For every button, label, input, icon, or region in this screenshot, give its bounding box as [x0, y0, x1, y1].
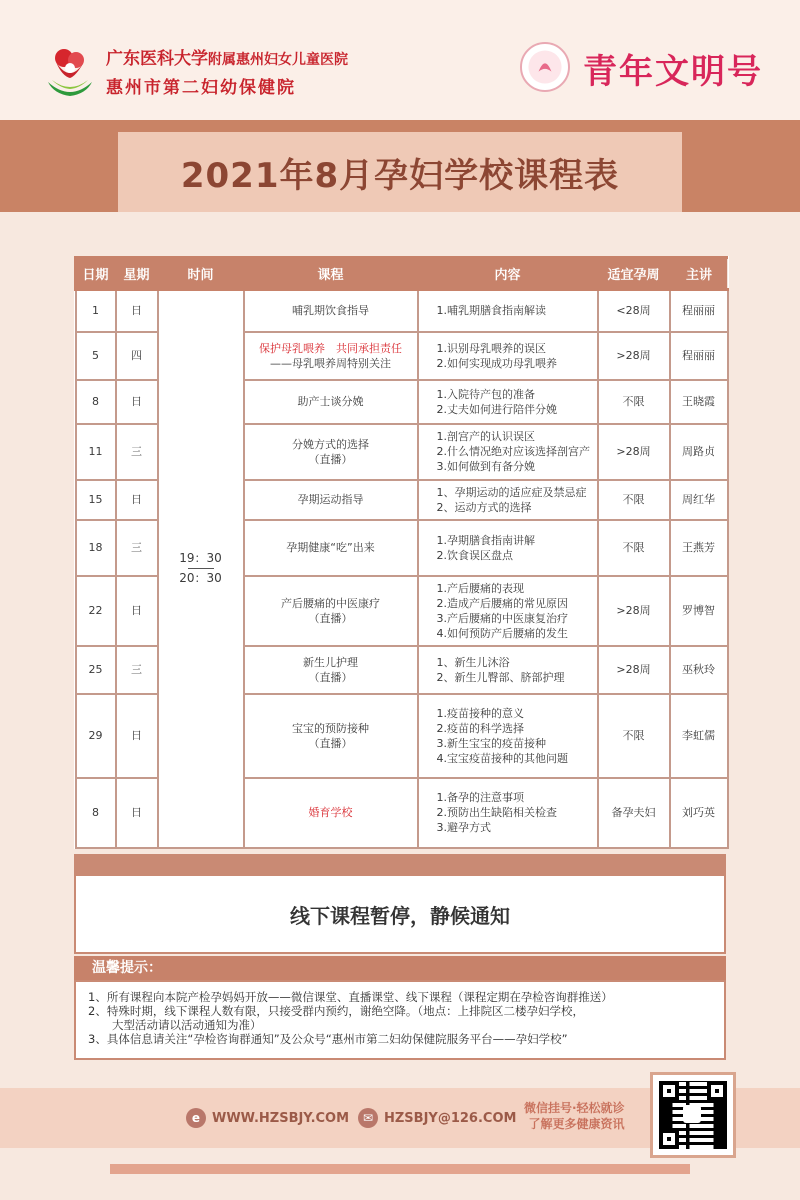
email-text[interactable]: HZSBJY@126.COM — [384, 1110, 517, 1126]
footer-slogan — [524, 1100, 625, 1132]
speaker-cell: 周红华 — [670, 480, 728, 520]
date-cell: 1 — [76, 290, 116, 332]
weeks-cell: 不限 — [598, 380, 670, 424]
weekday-cell: 三 — [116, 520, 158, 576]
content-cell — [418, 646, 598, 694]
content-line: 2.疫苗的科学选择 — [436, 721, 524, 735]
youth-badge-text: 青年文明号 — [583, 52, 763, 92]
speaker-cell: 李虹儒 — [670, 694, 728, 778]
date-cell: 22 — [76, 576, 116, 646]
content-line: 1、新生儿沐浴 — [436, 655, 510, 669]
date-cell: 11 — [76, 424, 116, 480]
header-speaker: 主讲 — [670, 258, 728, 290]
speaker-cell: 周路贞 — [670, 424, 728, 480]
table-row — [76, 290, 728, 332]
date-cell: 18 — [76, 520, 116, 576]
weekday-cell: 日 — [116, 694, 158, 778]
time-cell — [158, 290, 244, 848]
weeks-cell: 不限 — [598, 520, 670, 576]
website-contact[interactable] — [186, 1108, 349, 1128]
web-icon: e — [186, 1108, 206, 1128]
table-footer-bar — [74, 854, 726, 874]
weekday-cell: 四 — [116, 332, 158, 380]
header-date: 日期 — [76, 258, 116, 290]
speaker-cell: 王晓霞 — [670, 380, 728, 424]
tips-heading: 温馨提示： — [74, 956, 726, 980]
header-content: 内容 — [418, 258, 598, 290]
hospital-name-line1 — [106, 44, 348, 69]
tip-line: 1、所有课程向本院产检孕妈妈开放——微信课堂、直播课堂、线下课程（课程定期在孕检咨询群推送） — [88, 990, 613, 1004]
course-line: 孕期运动指导 — [297, 493, 364, 506]
course-line: ——母乳喂养周特别关注 — [270, 356, 391, 370]
time-start: 19：30 — [179, 551, 222, 566]
content-line: 2.如何实现成功母乳喂养 — [436, 356, 557, 370]
qr-code-icon[interactable] — [650, 1072, 736, 1158]
page-title: 2021年8月孕妇学校课程表 — [180, 155, 620, 196]
course-cell — [244, 646, 418, 694]
weeks-cell: 不限 — [598, 694, 670, 778]
course-line: 新生儿护理 — [303, 655, 358, 669]
title-panel — [118, 132, 682, 212]
weeks-cell: 不限 — [598, 480, 670, 520]
time-end: 20：30 — [179, 571, 222, 586]
weekday-cell: 三 — [116, 646, 158, 694]
speaker-cell: 刘巧英 — [670, 778, 728, 848]
time-separator — [188, 568, 214, 569]
qr-logo-icon — [683, 1105, 701, 1123]
content-line: 2.丈夫如何进行陪伴分娩 — [436, 402, 557, 416]
speaker-cell: 王燕芳 — [670, 520, 728, 576]
course-line: （直播） — [308, 452, 353, 466]
date-cell: 29 — [76, 694, 116, 778]
weekday-cell: 日 — [116, 380, 158, 424]
course-cell — [244, 332, 418, 380]
content-line: 1、孕期运动的适应症及禁忌症 — [436, 485, 587, 499]
mail-icon: ✉ — [358, 1108, 378, 1128]
hospital-names — [106, 44, 348, 98]
header-weeks: 适宜孕周 — [598, 258, 670, 290]
content-cell — [418, 290, 598, 332]
weekday-cell: 日 — [116, 480, 158, 520]
date-cell: 8 — [76, 778, 116, 848]
date-cell: 8 — [76, 380, 116, 424]
content-line: 2.预防出生缺陷相关检查 — [436, 806, 557, 819]
course-line: 哺乳期饮食指导 — [292, 304, 369, 318]
content-line: 2.什么情况绝对应该选择剖宫产 — [436, 445, 590, 458]
speaker-cell: 程丽丽 — [670, 290, 728, 332]
content-line: 4.如何预防产后腰痛的发生 — [436, 626, 568, 640]
content-cell — [418, 380, 598, 424]
content-line: 2、运动方式的选择 — [436, 500, 532, 514]
course-line: 婚育学校 — [308, 806, 353, 819]
header-time: 时间 — [158, 258, 244, 290]
weeks-cell: 备孕夫妇 — [598, 778, 670, 848]
course-line: 分娩方式的选择 — [292, 437, 369, 451]
content-line: 2.造成产后腰痛的常见原因 — [436, 596, 568, 610]
email-contact[interactable] — [358, 1108, 516, 1128]
speaker-cell: 巫秋玲 — [670, 646, 728, 694]
content-cell — [418, 332, 598, 380]
content-line: 1.哺乳期膳食指南解读 — [436, 304, 546, 318]
content-line: 2.饮食误区盘点 — [436, 548, 513, 562]
tip-line: 大型活动请以活动通知为准） — [112, 1018, 262, 1032]
notice-text: 线下课程暂停，静候通知 — [290, 903, 510, 928]
tips-panel — [74, 980, 726, 1060]
qr-corner — [707, 1081, 727, 1101]
hospital-logo-icon — [40, 40, 100, 100]
course-cell — [244, 520, 418, 576]
weeks-cell: >28周 — [598, 332, 670, 380]
content-cell — [418, 480, 598, 520]
weekday-cell: 日 — [116, 778, 158, 848]
course-cell — [244, 694, 418, 778]
weekday-cell: 三 — [116, 424, 158, 480]
course-line: （直播） — [308, 670, 353, 684]
content-line: 3.避孕方式 — [436, 821, 491, 834]
content-cell — [418, 424, 598, 480]
date-cell: 15 — [76, 480, 116, 520]
content-cell — [418, 694, 598, 778]
content-line: 1.产后腰痛的表现 — [436, 581, 524, 595]
course-cell — [244, 424, 418, 480]
content-line: 1.剖宫产的认识误区 — [436, 430, 535, 443]
content-line: 3.产后腰痛的中医康复治疗 — [436, 611, 568, 625]
schedule-table — [74, 256, 729, 849]
slogan-line2: 了解更多健康资讯 — [528, 1117, 625, 1131]
speaker-cell: 程丽丽 — [670, 332, 728, 380]
content-cell — [418, 778, 598, 848]
course-line: （直播） — [308, 611, 353, 625]
date-cell: 25 — [76, 646, 116, 694]
course-cell — [244, 290, 418, 332]
course-cell — [244, 778, 418, 848]
weekday-cell: 日 — [116, 576, 158, 646]
slogan-line1: 微信挂号·轻松就诊 — [524, 1101, 625, 1115]
content-line: 1.识别母乳喂养的误区 — [436, 341, 546, 355]
course-cell — [244, 380, 418, 424]
qr-pattern — [659, 1081, 727, 1149]
bottom-decor-bar — [110, 1164, 690, 1174]
website-text[interactable]: WWW.HZSBJY.COM — [212, 1110, 350, 1126]
course-line: 保护母乳喂养 共同承担责任 — [259, 341, 402, 355]
hospital-name: 附属惠州妇女儿童医院 — [208, 52, 348, 68]
header-course: 课程 — [244, 258, 418, 290]
course-line: 孕期健康“吃”出来 — [286, 541, 375, 554]
header-weekday: 星期 — [116, 258, 158, 290]
course-cell — [244, 576, 418, 646]
content-cell — [418, 576, 598, 646]
content-line: 3.新生宝宝的疫苗接种 — [436, 736, 546, 750]
youth-badge-icon — [520, 42, 570, 92]
university-name: 广东医科大学 — [106, 49, 208, 69]
content-cell — [418, 520, 598, 576]
weeks-cell: >28周 — [598, 576, 670, 646]
notice-box — [74, 874, 726, 954]
weeks-cell: >28周 — [598, 424, 670, 480]
content-line: 1.备孕的注意事项 — [436, 791, 524, 804]
qr-corner — [659, 1129, 679, 1149]
content-line: 1.入院待产包的准备 — [436, 387, 535, 401]
speaker-cell: 罗博智 — [670, 576, 728, 646]
content-line: 1.孕期膳食指南讲解 — [436, 533, 535, 547]
course-line: 助产士谈分娩 — [297, 395, 364, 408]
content-line: 3.如何做到有备分娩 — [436, 460, 535, 473]
content-line: 1.疫苗接种的意义 — [436, 706, 524, 720]
hospital-name-line2: 惠州市第二妇幼保健院 — [106, 78, 296, 98]
content-line: 4.宝宝疫苗接种的其他问题 — [436, 751, 568, 765]
date-cell: 5 — [76, 332, 116, 380]
tip-line: 2、特殊时期，线下课程人数有限，只接受群内预约，谢绝空降。（地点：上排院区二楼孕妇学校， — [88, 1004, 585, 1018]
weekday-cell: 日 — [116, 290, 158, 332]
weeks-cell: <28周 — [598, 290, 670, 332]
header — [0, 0, 800, 120]
qr-corner — [659, 1081, 679, 1101]
course-line: 产后腰痛的中医康疗 — [281, 596, 380, 610]
weeks-cell: >28周 — [598, 646, 670, 694]
content-line: 2、新生儿臀部、脐部护理 — [436, 670, 565, 684]
tip-line: 3、具体信息请关注“孕检咨询群通知”及公众号“惠州市第二妇幼保健院服务平台——孕妇学校” — [88, 1032, 568, 1046]
course-line: （直播） — [308, 736, 353, 750]
course-line: 宝宝的预防接种 — [292, 721, 369, 735]
table-header-row — [76, 258, 728, 290]
course-cell — [244, 480, 418, 520]
